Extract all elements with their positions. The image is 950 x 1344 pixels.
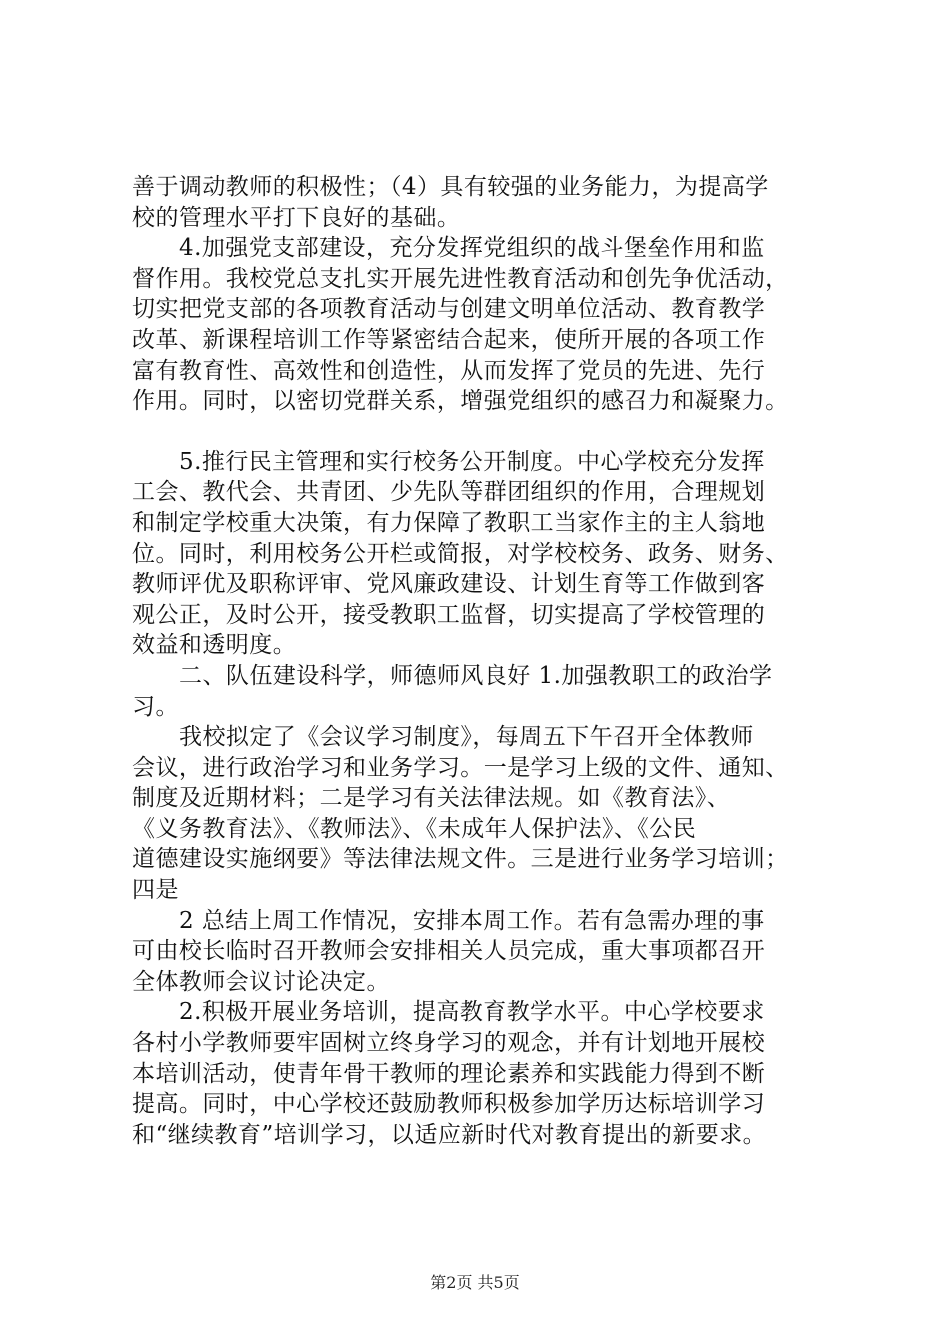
text-line: 本培训活动，使青年骨干教师的理论素养和实践能力得到不断 <box>132 1060 766 1087</box>
paragraph-start-line: 2.积极开展业务培训，提高教育教学水平。中心学校要求 <box>179 999 765 1026</box>
text-line: 位。同时，利用校务公开栏或简报，对学校校务、政务、财务、 <box>132 540 789 567</box>
paragraph-start-line: 2 总结上周工作情况，安排本周工作。若有急需办理的事 <box>179 907 765 934</box>
text-line: 作用。同时，以密切党群关系，增强党组织的感召力和凝聚力。 <box>132 388 789 415</box>
text-line: 督作用。我校党总支扎实开展先进性教育活动和创先争优活动， <box>132 265 789 292</box>
page-number-footer: 第2页 共5页 <box>430 1273 520 1292</box>
text-line: 改革、新课程培训工作等紧密结合起来，使所开展的各项工作 <box>132 326 766 353</box>
text-line: 校的管理水平打下良好的基础。 <box>132 204 461 231</box>
paragraph-spacer <box>132 417 832 447</box>
document-body <box>132 172 832 1150</box>
text-line: 和制定学校重大决策，有力保障了教职工当家作主的主人翁地 <box>132 509 766 536</box>
text-line: 效益和透明度。 <box>132 632 297 659</box>
text-line: 工会、教代会、共青团、少先队等群团组织的作用，合理规划 <box>132 479 766 506</box>
text-line: 和“继续教育”培训学习，以适应新时代对教育提出的新要求。 <box>132 1121 767 1148</box>
text-line: 《义务教育法》、《教师法》、《未成年人保护法》、《公民 <box>132 815 697 842</box>
paragraph-start-line: 4.加强党支部建设，充分发挥党组织的战斗堡垒作用和监 <box>179 235 765 262</box>
text-line: 善于调动教师的积极性；（4）具有较强的业务能力，为提高学 <box>132 174 769 200</box>
text-line: 切实把党支部的各项教育活动与创建文明单位活动、教育教学 <box>132 296 766 323</box>
text-line: 习。 <box>132 693 179 720</box>
text-line: 可由校长临时召开教师会安排相关人员完成，重大事项都召开 <box>132 938 766 965</box>
text-line: 道德建设实施纲要》等法律法规文件。三是进行业务学习培训； <box>132 846 789 873</box>
text-line: 教师评优及职称评审、党风廉政建设、计划生育等工作做到客 <box>132 571 766 598</box>
text-line: 提高。同时，中心学校还鼓励教师积极参加学历达标培训学习 <box>132 1091 766 1118</box>
section-heading-line: 二、队伍建设科学，师德师风良好 1.加强教职工的政治学 <box>179 662 773 689</box>
paragraph-start-line: 5.推行民主管理和实行校务公开制度。中心学校充分发挥 <box>179 448 765 475</box>
text-line: 会议，进行政治学习和业务学习。一是学习上级的文件、通知、 <box>132 754 789 781</box>
text-line: 制度及近期材料；二是学习有关法律法规。如《教育法》、 <box>132 785 731 812</box>
text-line: 全体教师会议讨论决定。 <box>132 968 390 995</box>
paragraph-start-line: 我校拟定了《会议学习制度》，每周五下午召开全体教师 <box>179 724 754 751</box>
text-line: 观公正，及时公开，接受教职工监督，切实提高了学校管理的 <box>132 601 766 628</box>
text-line: 各村小学教师要牢固树立终身学习的观念，并有计划地开展校 <box>132 1030 766 1057</box>
text-line: 四是 <box>132 877 179 904</box>
text-line: 富有教育性、高效性和创造性，从而发挥了党员的先进、先行 <box>132 357 766 384</box>
